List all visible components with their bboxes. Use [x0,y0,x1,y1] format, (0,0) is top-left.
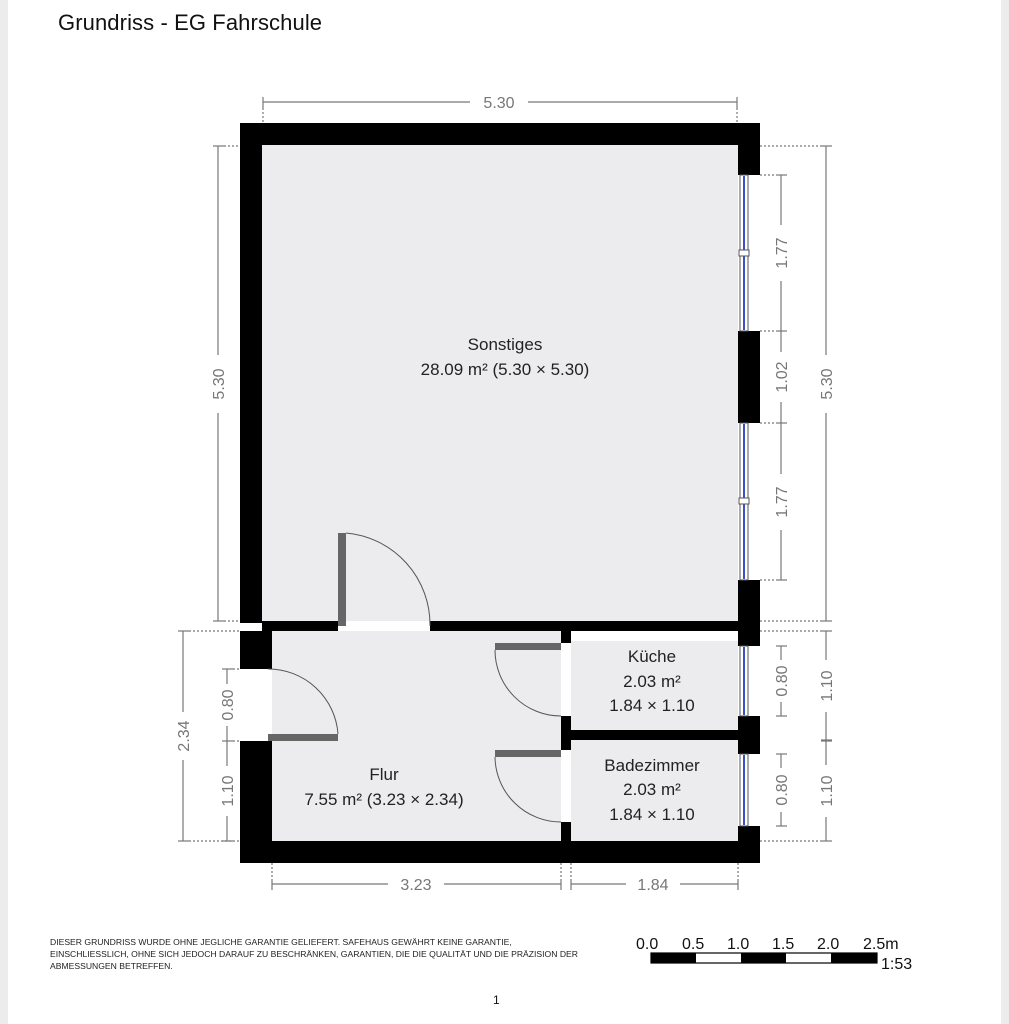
window-right-1 [739,175,749,331]
wall-left-lower-b [240,741,272,841]
wall-kueche-left-top [561,631,571,643]
room-name-sonstiges: Sonstiges [467,335,543,354]
wall-right-bottom [738,826,760,863]
disclaimer: DIESER GRUNDRISS WURDE OHNE JEGLICHE GARANTIE GELIEFERT. SAFEHAUS GEWÄHRT KEINE GARANTIE, EINSCHLIESSLICH, OHNE SICH JEDOCH DARAUF ZU BESCHRÄNKEN, GARANTIEN, DIE DIE QUALITÄT UND DIE PRÄZISION DER ABMESSUNGEN BETREFFEN. [50,937,578,971]
window-bad [740,754,748,826]
room-name-kueche: Küche [627,647,677,666]
scale-tick-0: 0.0 [636,936,659,953]
dim-left-height: 5.30 [211,368,228,400]
scale-bar [636,936,912,973]
wall-left-lower-a [240,631,272,669]
window-kueche [740,646,748,716]
dim-bottom-rooms: 1.84 [637,877,669,894]
scale-tick-4: 2.0 [817,936,840,953]
dim-right-window-1: 1.77 [774,237,791,269]
dim-left-wall: 1.10 [220,775,237,807]
room-area-sonstiges: 28.09 m² (5.30 × 5.30) [420,360,590,379]
wall-kb-divider [561,730,738,740]
dim-right-bad-window: 0.80 [774,774,791,806]
dim-right-wall: 1.02 [774,361,791,393]
room-name-badezimmer: Badezimmer [604,756,700,775]
floor-sonstiges [262,145,738,621]
wall-right-top [738,123,760,175]
room-area-flur: 7.55 m² (3.23 × 2.34) [304,790,464,809]
dim-right-bad: 1.10 [819,775,836,807]
page-number: 1 [493,993,500,1007]
room-size-kueche: 1.84 × 1.10 [609,696,695,715]
room-area-badezimmer: 2.03 m² [623,780,681,799]
scale-tick-5: 2.5m [863,936,899,953]
dim-bottom-flur: 3.23 [400,877,432,894]
room-size-badezimmer: 1.84 × 1.10 [609,805,695,824]
wall-middle-b [430,621,738,631]
room-area-kueche: 2.03 m² [623,672,681,691]
dim-top-width: 5.30 [483,95,515,112]
wall-bottom [240,841,760,863]
scale-tick-3: 1.5 [772,936,795,953]
wall-left-upper [240,123,262,623]
dim-right-kueche: 1.10 [819,670,836,702]
dim-right-window-2: 1.77 [774,486,791,518]
dim-left-door: 0.80 [220,689,237,721]
dim-right-total: 5.30 [819,368,836,400]
wall-right-low [738,580,760,646]
page-title: Grundriss - EG Fahrschule [58,10,323,35]
scale-tick-2: 1.0 [727,936,750,953]
scale-tick-1: 0.5 [682,936,705,953]
wall-right-kb [738,716,760,754]
wall-bad-left-bottom [561,822,571,841]
scale-ratio: 1:53 [881,956,913,973]
wall-top [240,123,760,145]
dim-left-lower-total: 2.34 [176,720,193,752]
wall-middle-a [262,621,338,631]
dim-right-kueche-window: 0.80 [774,665,791,697]
wall-right-mid [738,331,760,423]
window-right-2 [739,423,749,580]
room-name-flur: Flur [369,765,399,784]
